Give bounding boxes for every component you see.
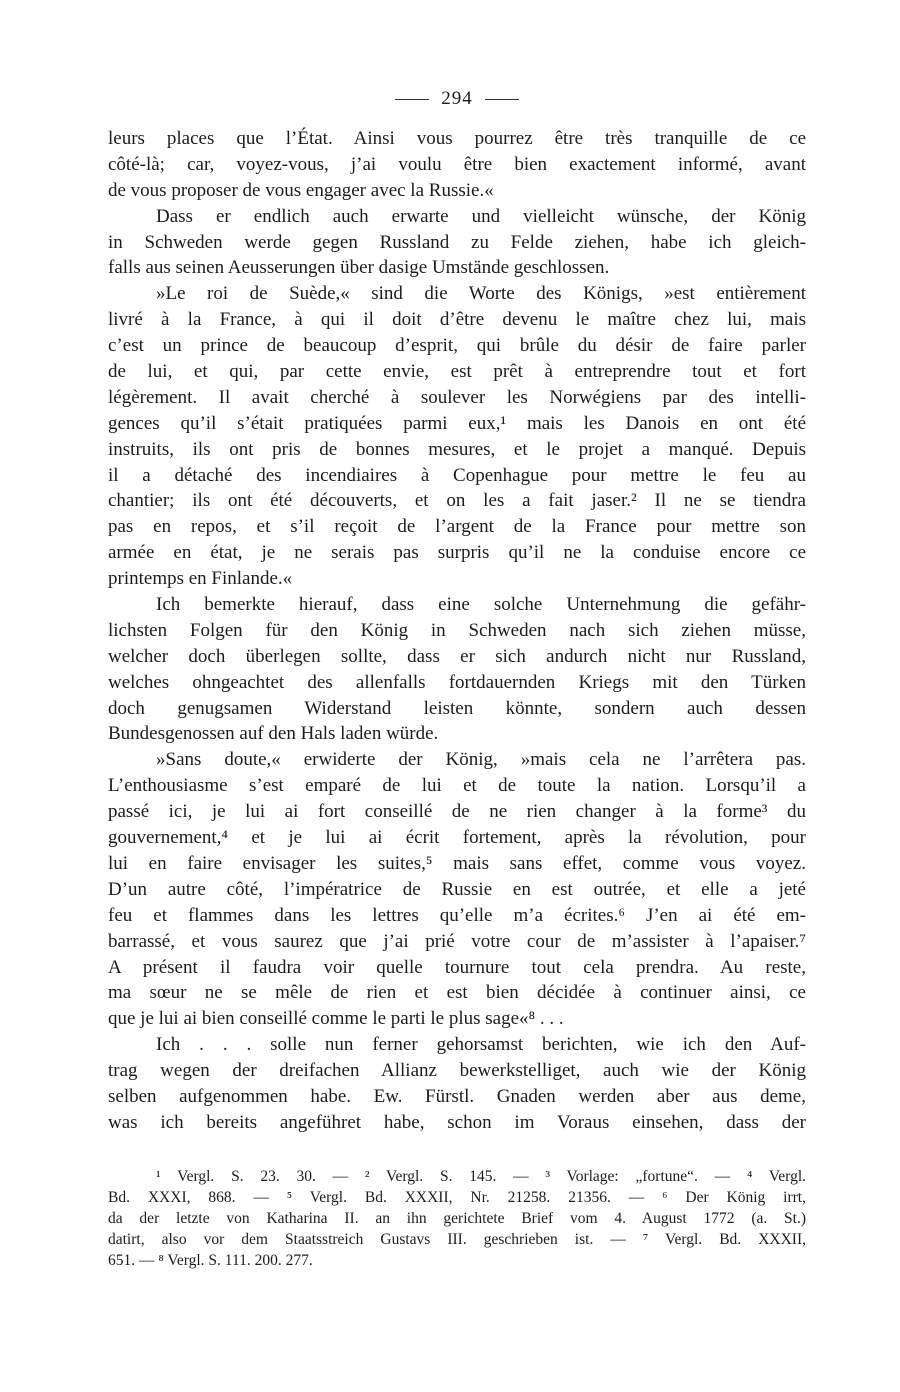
text-line: instruits, ils ont pris de bonnes mesures, et le projet a manqué. Depuis [108,438,806,460]
text-line: in Schweden werde gegen Russland zu Felde ziehen, habe ich gleich- [108,231,806,253]
text-line: welches ohngeachtet des allenfalls fortdauernden Kriegs mit den Türken [108,671,806,693]
text-line: A présent il faudra voir quelle tournure tout cela prendra. Au reste, [108,956,806,978]
paragraph-5 [108,747,806,1032]
text-line: trag wegen der dreifachen Allianz bewerkstelliget, auch wie der König [108,1060,806,1082]
paragraph-3 [108,281,806,592]
body-text [108,126,806,1136]
text-line: lui en faire envisager les suites,⁵ mais sans effet, comme vous voyez. [108,852,806,874]
page-number-text: 294 [441,88,473,109]
text-line: légèrement. Il avait cherché à soulever les Norwégiens par des intelli- [108,386,806,408]
text-line: welcher doch überlegen sollte, dass er sich andurch nicht nur Russland, [108,645,806,667]
text-line: de vous proposer de vous engager avec la Russie.« [108,179,494,201]
footnotes [108,1166,806,1271]
text-line: L’enthousiasme s’est emparé de lui et de toute la nation. Lorsqu’il a [108,775,806,797]
paragraph-1 [108,126,806,204]
text-line: Ich . . . solle nun ferner gehorsamst berichten, wie ich den Auf- [156,1034,806,1056]
text-line: doch genugsamen Widerstand leisten könnte, sondern auch dessen [108,697,806,719]
footnote-line: 651. — ⁸ Vergl. S. 111. 200. 277. [108,1252,313,1269]
text-line: D’un autre côté, l’impératrice de Russie en est outrée, et elle a jeté [108,878,806,900]
text-line: feu et flammes dans les lettres qu’elle m’a écrites.⁶ J’en ai été em- [108,904,806,926]
text-line: il a détaché des incendiaires à Copenhague pour mettre le feu au [108,464,806,486]
page-number-dash-right [485,99,519,100]
text-line: leurs places que l’État. Ainsi vous pourrez être très tranquille de ce [108,128,806,149]
text-line: côté-là; car, voyez-vous, j’ai voulu être bien exactement informé, avant [108,153,806,175]
text-line: chantier; ils ont été découverts, et on les a fait jaser.² Il ne se tiendra [108,490,806,512]
footnote-line: da der letzte von Katharina II. an ihn gerichtete Brief vom 4. August 1772 (a. St.) [108,1210,806,1227]
text-line: gouvernement,⁴ et je lui ai écrit fortement, après la révolution, pour [108,827,806,849]
footnote-line: Bd. XXXI, 868. — ⁵ Vergl. Bd. XXXII, Nr. 21258. 21356. — ⁶ Der König irrt, [108,1189,806,1206]
text-line: »Sans doute,« erwiderte der König, »mais cela ne l’arrêtera pas. [156,749,806,771]
paragraph-6 [108,1032,806,1136]
text-line: printemps en Finlande.« [108,568,293,590]
paragraph-4 [108,592,806,747]
text-line: selben aufgenommen habe. Ew. Fürstl. Gnaden werden aber aus deme, [108,1085,806,1107]
text-line: Dass er endlich auch erwarte und vielleicht wünsche, der König [156,205,806,227]
page-number-dash-left [395,99,429,100]
text-line: de lui, et qui, par cette envie, est prêt à entreprendre tout et fort [108,361,806,383]
text-line: lichsten Folgen für den König in Schweden nach sich ziehen müsse, [108,619,806,641]
text-line: Bundesgenossen auf den Hals laden würde. [108,723,439,745]
text-line: passé ici, je lui ai fort conseillé de ne rien changer à la forme³ du [108,801,806,823]
text-line: que je lui ai bien conseillé comme le parti le plus sage«⁸ . . . [108,1008,564,1030]
text-line: barrassé, et vous saurez que j’ai prié votre cour de m’assister à l’apaiser.⁷ [108,930,806,952]
text-line: pas en repos, et s’il reçoit de l’argent de la France pour mettre son [108,516,806,538]
text-line: was ich bereits angeführet habe, schon im Voraus einsehen, dass der [108,1111,806,1133]
footnote-line: datirt, also vor dem Staatsstreich Gustavs III. geschrieben ist. — ⁷ Vergl. Bd. XXXII, [108,1231,806,1248]
text-line: livré à la France, à qui il doit d’être devenu le maître chez lui, mais [108,309,806,331]
text-line: falls aus seinen Aeusserungen über dasige Umstände geschlossen. [108,257,610,279]
text-line: »Le roi de Suède,« sind die Worte des Königs, »est entièrement [156,283,806,305]
footnote-line: ¹ Vergl. S. 23. 30. — ² Vergl. S. 145. — ³ Vorlage: „fortune“. — ⁴ Vergl. [156,1168,806,1185]
page [108,86,806,1136]
paragraph-2 [108,204,806,282]
text-line: c’est un prince de beaucoup d’esprit, qui brûle du désir de faire parler [108,335,806,357]
text-line: Ich bemerkte hierauf, dass eine solche Unternehmung die gefähr- [156,594,806,616]
text-line: armée en état, je ne serais pas surpris qu’il ne la conduise encore ce [108,542,806,564]
page-number [108,86,806,112]
text-line: ma sœur ne se mêle de rien et est bien décidée à continuer ainsi, ce [108,982,806,1004]
text-line: gences qu’il s’était pratiquées parmi eux,¹ mais les Danois en ont été [108,412,806,434]
